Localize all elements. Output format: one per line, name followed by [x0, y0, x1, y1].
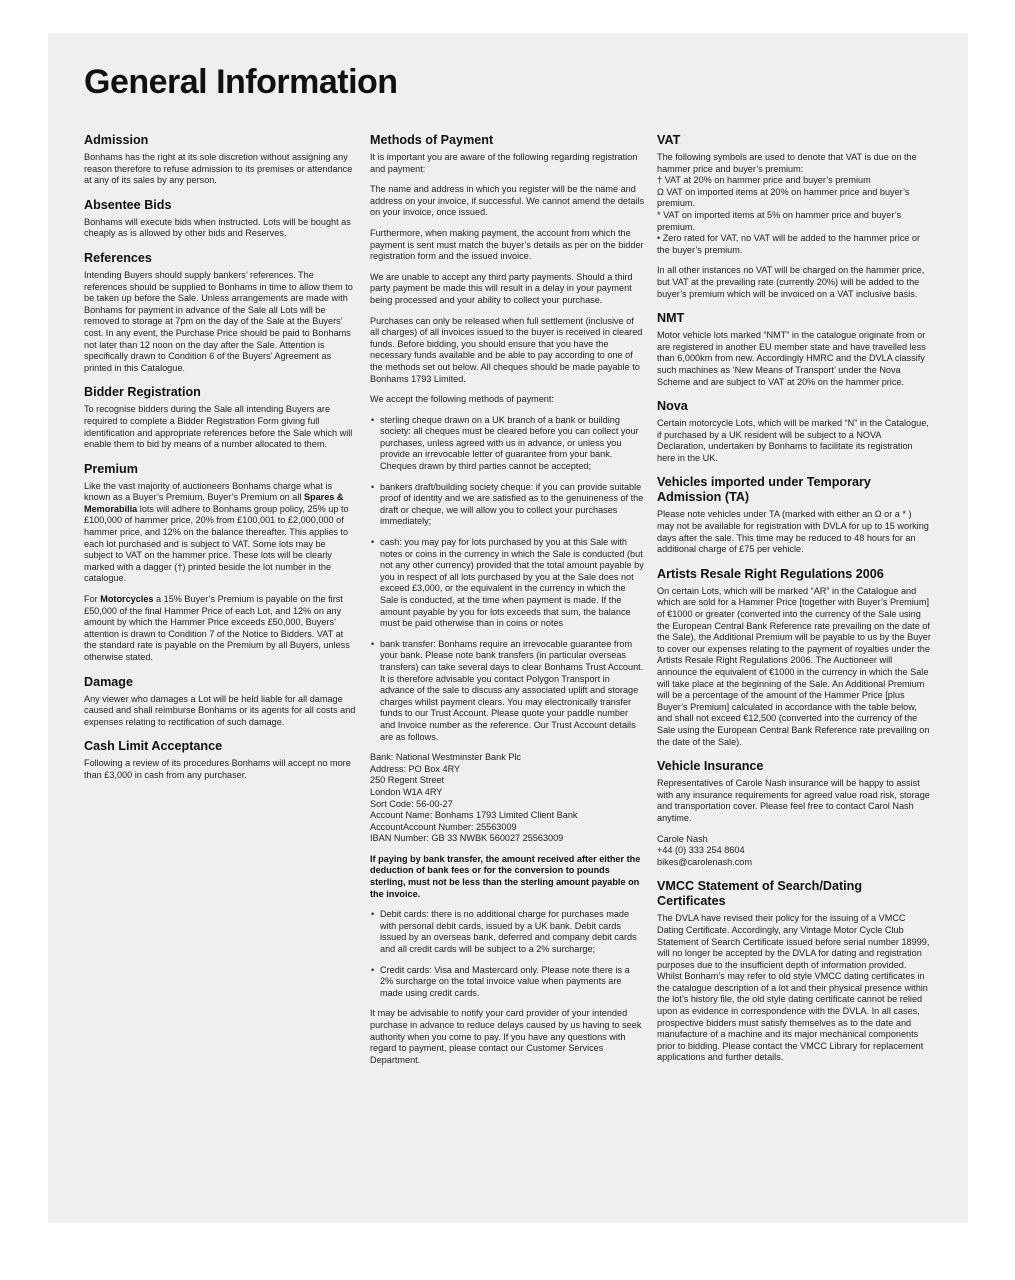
premium-heading: Premium [84, 461, 138, 476]
list-item: • cash: you may pay for lots purchased by you at this Sale with notes or coins in the currency in which the Sale is conducted (but not any other currency) provided that the total amount payable by you in respect of all lots purchased by you at the Sale does not exceed £3,000, or the equivalent in the currency in which the Sale is conducted, at the time when payment is made. If the amount payable by you for lots exceeds that sum, the balance must be paid otherwise than in coins or notes [370, 537, 645, 630]
damage-heading: Damage [84, 674, 133, 689]
column-middle [370, 133, 645, 1077]
section-vmcc [657, 879, 931, 1064]
premium-p1-a: Like the vast majority of auctioneers Bonhams charge what is known as a Buyer’s Premium. Buyer’s Premium on all [84, 480, 333, 503]
bank-line: Sort Code: 56-00-27 [370, 798, 453, 809]
vat-other: In all other instances no VAT will be charged on the hammer price, but VAT at the prevailing rate (currently 20%) will be added to the buyer’s premium which will be invoiced on a VAT inclusive basis. [657, 265, 925, 299]
bank-line: London W1A 4RY [370, 786, 443, 797]
contact-phone: +44 (0) 333 254 8604 [657, 845, 745, 856]
bank-transfer-note: If paying by bank transfer, the amount received after either the deduction of bank fees or for the conversion to pounds sterling, must not be less than the sterling amount payable on the invoice. [370, 853, 641, 899]
section-bidder-registration [84, 385, 356, 450]
list-item: • Debit cards: there is no additional charge for purchases made with personal debit cards, issued by a UK bank. Debit cards issued by an overseas bank, deferred and company debit cards and all credit cards will be subject to a 2% surcharge; [370, 909, 645, 955]
bank-line: 250 Regent Street [370, 775, 445, 786]
section-vehicle-insurance [657, 759, 931, 868]
ta-text: Please note vehicles under TA (marked with either an Ω or a * ) may not be available for registration with DVLA for up to 15 working days after the sale. This time may be reduced to 48 hours for an additional charge of £75 per vehicle. [657, 509, 929, 555]
ta-heading: Vehicles imported under Temporary Admission (TA) [657, 475, 871, 505]
section-cash-limit [84, 739, 356, 781]
vat-heading: VAT [657, 133, 681, 147]
premium-p1-b: lots will adhere to Bonhams group policy, 25% up to £100,000 of hammer price, 20% from £100,001 to £2,000,000 of hammer price, and 12% on the balance thereafter. This applies to each lot purchased and is subject to VAT. Some lots may be subject to VAT on the hammer price. These lots will be clearly marked with a dagger (†) printed beside the lot number in the catalogue. [84, 503, 349, 584]
bank-line: AccountAccount Number: 25563009 [370, 821, 517, 832]
insurance-heading: Vehicle Insurance [657, 759, 764, 774]
section-nova [657, 399, 931, 464]
list-item: • bank transfer: Bonhams require an irrevocable guarantee from your bank. Please note bank transfers (in particular overseas transfers) can take several days to clear Bonhams Trust Account. It is therefore advisable you contact Polygon Transport in advance of the sale to discuss any associated uplift and storage charges whilst payment clears. You may electronically transfer funds to our Trust Account. Please quote your paddle number and Invoice number as the reference. Our Trust Account details are as follows. [370, 639, 645, 743]
document-page [48, 33, 968, 1223]
section-temporary-admission [657, 475, 931, 555]
bidder-text: To recognise bidders during the Sale all intending Buyers are required to complete a Bidder Registration Form giving full identification and appropriate references before the Sale which will enable them to bid by means of a number allocated to them. [84, 404, 353, 450]
vat-line: The following symbols are used to denote that VAT is due on the hammer price and buyer’s premium: [657, 152, 917, 174]
arr-heading: Artists Resale Right Regulations 2006 [657, 566, 884, 581]
section-damage [84, 675, 356, 729]
references-text: Intending Buyers should supply bankers’ references. The references should be supplied to Bonhams in time to allow them to be taken up before the Sale. Unless arrangements are made with Bonhams for payment in advance of the Sale all Lots will be removed to storage at 7pm on the day of the Sale at the Buyers’ cost. In any event, the Purchase Price should be paid to Bonhams not later than 12 noon on the day after the Sale. Attention is specifically drawn to Condition 6 of the Buyers’ Agreement as printed in this Catalogue. [84, 269, 353, 373]
vmcc-text: The DVLA have revised their policy for the issuing of a VMCC Dating Certificate. Accordingly, any Vintage Motor Cycle Club Statement of Search Certificate issued before serial number 18999, will no longer be accepted by the DVLA for dating and registration purposes due to the insufficient depth of information provided. Whilst Bonham’s may refer to old style VMCC dating certificates in the catalogue description of a lot and their physical presence within the lot’s history file, the old style dating certificate cannot be relied upon as evidence in correspondence with the DVLA. In all cases, prospective bidders must satisfy themselves as to the date and manufacture of a machine and its major mechanical components prior to bidding. Please contact the VMCC Library for replacement applications and further details. [657, 913, 930, 1063]
insurance-contact [657, 834, 931, 869]
bidder-heading: Bidder Registration [84, 385, 201, 400]
premium-p1-bold: Spares & Memorabilia [84, 492, 344, 514]
admission-heading: Admission [84, 133, 149, 147]
nmt-heading: NMT [657, 311, 685, 326]
vat-symbols [657, 152, 931, 256]
payment-p3: Furthermore, when making payment, the account from which the payment is sent must match the buyer’s details as per on the bidder registration form and the issued invoice. [370, 227, 644, 262]
premium-p2-bold: Motorcycles [100, 594, 154, 605]
vat-line: * VAT on imported items at 5% on hammer price and buyer’s premium. [657, 209, 902, 232]
payment-heading: Methods of Payment [370, 133, 494, 147]
cashlimit-text: Following a review of its procedures Bonhams will accept no more than £3,000 in cash from any purchaser. [84, 758, 351, 780]
premium-paragraph-1 [84, 481, 356, 585]
section-references [84, 251, 356, 374]
contact-email: bikes@carolenash.com [657, 856, 752, 867]
section-nmt [657, 311, 931, 388]
payment-p6: We accept the following methods of payment: [370, 394, 554, 405]
admission-text: Bonhams has the right at its sole discretion without assigning any reason therefore to refuse admission to its premises or attendance at any of its sales by any person. [84, 152, 353, 186]
vat-line: • Zero rated for VAT, no VAT will be added to the hammer price or the buyer’s premium. [657, 233, 921, 255]
absentee-text: Bonhams will execute bids when instructed. Lots will be bought as cheaply as is allowed by other bids and Reserves. [84, 216, 351, 239]
references-heading: References [84, 250, 152, 265]
bank-details [370, 752, 645, 845]
bank-line: Address: PO Box 4RY [370, 763, 461, 774]
column-left [84, 133, 356, 793]
nmt-text: Motor vehicle lots marked “NMT” in the catalogue originate from or are registered in another EU member state and have travelled less than 6,000km from new. Accordingly HMRC and the DVLA classify such machines as ‘New Means of Transport’ under the Nova Scheme and are subject to VAT at 20% on the hammer price. [657, 330, 926, 387]
damage-text: Any viewer who damages a Lot will be held liable for all damage caused and shall reimburse Bonhams or its agents for all costs and expenses relating to rectification of such damage. [84, 693, 356, 727]
premium-paragraph-2 [84, 594, 356, 664]
payment-p1: It is important you are aware of the following regarding registration and payment: [370, 152, 638, 174]
bank-line: Account Name: Bonhams 1793 Limited Client Bank [370, 810, 578, 821]
section-premium [84, 462, 356, 664]
section-artists-resale-right [657, 567, 931, 748]
payment-closing: It may be advisable to notify your card provider of your intended purchase in advance to reduce delays caused by us having to seek authority when you come to pay. If you have any questions with regard to payment, please contact our Customer Services Department. [370, 1008, 642, 1065]
cashlimit-heading: Cash Limit Acceptance [84, 739, 223, 754]
section-absentee-bids [84, 198, 356, 240]
column-right [657, 133, 931, 1075]
list-item: • Credit cards: Visa and Mastercard only. Please note there is a 2% surcharge on the total invoice value when payments are made using credit cards. [370, 965, 645, 1000]
absentee-heading: Absentee Bids [84, 197, 172, 212]
section-methods-of-payment [370, 133, 645, 1066]
bank-line: IBAN Number: GB 33 NWBK 560027 25563009 [370, 833, 564, 844]
payment-p2: The name and address in which you register will be the name and address on your invoice, if successful. We cannot amend the details on your invoice, once issued. [370, 184, 645, 218]
section-vat [657, 133, 931, 300]
arr-text: On certain Lots, which will be marked “AR” in the Catalogue and which are sold for a Hammer Price [together with Buyer’s Premium] of €1000 or greater (converted into the currency of the Sale using the European Central Bank Reference rate prevailing on the date of the Sale), the Additional Premium will be payable to us by the Buyer to cover our expenses relating to the payment of royalties under the Artists Resale Right Regulations 2006. The Auctioneer will announce the equivalent of €1000 in the currency in which the Sale will take place at the beginning of the Sale. An Additional Premium will be a percentage of the amount of the Hammer Price [plus Buyer’s Premium] calculated in accordance with the table below, and shall not exceed €12,500 (converted into the currency of the Sale using the European Central Bank Reference rate prevailing on the date of the Sale). [657, 585, 931, 747]
contact-name: Carole Nash [657, 833, 708, 844]
premium-p2-b: a 15% Buyer’s Premium is payable on the first £50,000 of the final Hammer Price of each Lot, and 12% on any amount by which the Hammer Price exceeds £50,000, Buyers’ attention is drawn to Condition 7 of the Notice to Bidders. VAT at the standard rate is payable on the Premium by all Buyers, unless otherwise stated. [84, 594, 350, 662]
vat-line: † VAT at 20% on hammer price and buyer’s premium [657, 175, 871, 186]
section-admission [84, 133, 356, 187]
page-title: General Information [84, 63, 398, 101]
payment-methods-list [370, 415, 645, 743]
payment-p5: Purchases can only be released when full settlement (inclusive of all charges) of all invoices issued to the buyer is received in cleared funds. Before bidding, you should ensure that you have the necessary funds available and be able to pay according to one of the methods set out below. All cheques should be made payable to Bonhams 1793 Limited. [370, 315, 643, 384]
insurance-text: Representatives of Carole Nash insurance will be happy to assist with any insurance requirements for agreed value road risk, storage and transportation cover. Please feel free to contact Carol Nash anytime. [657, 778, 930, 823]
vmcc-heading: VMCC Statement of Search/Dating Certificates [657, 879, 863, 909]
list-item: • sterling cheque drawn on a UK branch of a bank or building society: all cheques must be cleared before you can collect your purchases, unless agreed with us in advance, or unless you provide an irrevocable letter of guarantee from your bank. Cheques drawn by third parties cannot be accepted; [370, 415, 645, 473]
card-payment-list [370, 909, 645, 999]
bank-line: Bank: National Westminster Bank Plc [370, 752, 521, 763]
nova-heading: Nova [657, 399, 688, 414]
list-item: • bankers draft/building society cheque: if you can provide suitable proof of identity and we are satisfied as to the genuineness of the draft or cheque, we will allow you to collect your purchases immediately; [370, 482, 645, 528]
nova-text: Certain motorcycle Lots, which will be marked “N” in the Catalogue, if purchased by a UK resident will be subject to a NOVA Declaration, undertaken by Bonhams to facilitate its registration here in the UK. [657, 418, 929, 463]
premium-p2-a: For [84, 594, 101, 605]
payment-p4: We are unable to accept any third party payments. Should a third party payment be made this will result in a delay in your payment being processed and your ability to collect your purchase. [370, 271, 633, 305]
vat-line: Ω VAT on imported items at 20% on hammer price and buyer’s premium. [657, 186, 910, 209]
